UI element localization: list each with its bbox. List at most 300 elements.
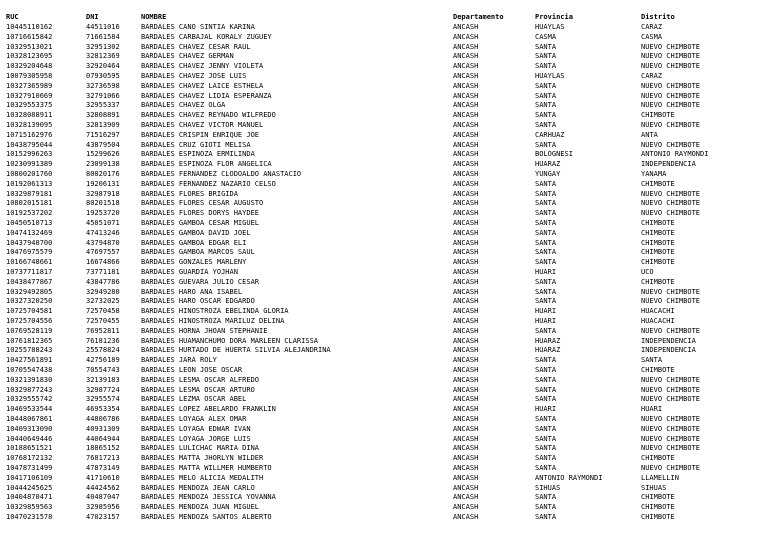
cell-distrito: CHIMBOTE bbox=[641, 218, 675, 227]
cell-ruc: 10327910669 bbox=[6, 91, 53, 100]
cell-departamento: ANCASH bbox=[453, 287, 479, 296]
table-row bbox=[0, 464, 768, 474]
cell-distrito: YANAMA bbox=[641, 169, 667, 178]
cell-ruc: 10761812365 bbox=[6, 336, 53, 345]
cell-ruc: 10737711817 bbox=[6, 267, 53, 276]
cell-nombre: BARDALES LULICHAC MARIA DINA bbox=[141, 444, 260, 453]
cell-provincia: SANTA bbox=[535, 101, 557, 110]
cell-distrito: INDEPENDENCIA bbox=[641, 346, 696, 355]
cell-departamento: ANCASH bbox=[453, 150, 479, 159]
cell-provincia: SANTA bbox=[535, 326, 557, 335]
cell-ruc: 10768172132 bbox=[6, 454, 53, 463]
cell-provincia: SANTA bbox=[535, 444, 557, 453]
table-row bbox=[0, 209, 768, 219]
cell-nombre: BARDALES ESPINOZA ERMILINDA bbox=[141, 150, 255, 159]
table-row bbox=[0, 229, 768, 239]
cell-provincia: SANTA bbox=[535, 287, 557, 296]
cell-dni: 32920464 bbox=[86, 62, 120, 71]
cell-ruc: 10329492805 bbox=[6, 287, 53, 296]
cell-nombre: BARDALES CHAVEZ OLGA bbox=[141, 101, 226, 110]
cell-provincia: SANTA bbox=[535, 120, 557, 129]
cell-nombre: BARDALES LOYAGA EDWAR IVAN bbox=[141, 424, 251, 433]
cell-provincia: SANTA bbox=[535, 258, 557, 267]
cell-ruc: 10705547438 bbox=[6, 365, 53, 374]
cell-departamento: ANCASH bbox=[453, 454, 479, 463]
cell-distrito: NUEVO CHIMBOTE bbox=[641, 199, 701, 208]
header-nombre: NOMBRE bbox=[141, 13, 167, 21]
header-departamento: Departamento bbox=[453, 13, 504, 21]
table-row bbox=[0, 258, 768, 268]
cell-dni: 41710610 bbox=[86, 473, 120, 482]
cell-departamento: ANCASH bbox=[453, 493, 479, 502]
cell-nombre: BARDALES HINOSTROZA MARILUZ DELINA bbox=[141, 316, 285, 325]
cell-departamento: ANCASH bbox=[453, 473, 479, 482]
table-header bbox=[0, 13, 768, 23]
cell-nombre: BARDALES CHAVEZ JENNY VIOLETA bbox=[141, 62, 264, 71]
cell-distrito: CARAZ bbox=[641, 71, 663, 80]
cell-departamento: ANCASH bbox=[453, 307, 479, 316]
cell-dni: 32808891 bbox=[86, 111, 120, 120]
cell-provincia: SANTA bbox=[535, 42, 557, 51]
cell-departamento: ANCASH bbox=[453, 258, 479, 267]
table-row bbox=[0, 444, 768, 454]
table-row bbox=[0, 327, 768, 337]
cell-ruc: 10329879181 bbox=[6, 189, 53, 198]
cell-distrito: ANTONIO RAYMONDI bbox=[641, 150, 709, 159]
table-row bbox=[0, 288, 768, 298]
cell-distrito: CHIMBOTE bbox=[641, 248, 675, 257]
cell-ruc: 10417106109 bbox=[6, 473, 53, 482]
table-row bbox=[0, 170, 768, 180]
cell-dni: 42756189 bbox=[86, 356, 120, 365]
cell-dni: 47697557 bbox=[86, 248, 120, 257]
cell-distrito: HUARI bbox=[641, 405, 663, 414]
cell-dni: 23099138 bbox=[86, 160, 120, 169]
cell-dni: 47023157 bbox=[86, 512, 120, 521]
cell-ruc: 10440649446 bbox=[6, 434, 53, 443]
cell-nombre: BARDALES CHAVEZ JOSE LUIS bbox=[141, 71, 247, 80]
cell-dni: 40931309 bbox=[86, 424, 120, 433]
cell-dni: 32736598 bbox=[86, 81, 120, 90]
cell-nombre: BARDALES CHAVEZ VICTOR MANUEL bbox=[141, 120, 264, 129]
cell-dni: 71516297 bbox=[86, 130, 120, 139]
cell-dni: 72570455 bbox=[86, 316, 120, 325]
cell-distrito: NUEVO CHIMBOTE bbox=[641, 140, 701, 149]
cell-provincia: HUARI bbox=[535, 307, 557, 316]
table-row bbox=[0, 121, 768, 131]
cell-dni: 32985956 bbox=[86, 503, 120, 512]
cell-provincia: SANTA bbox=[535, 140, 557, 149]
cell-provincia: SANTA bbox=[535, 277, 557, 286]
cell-provincia: SANTA bbox=[535, 414, 557, 423]
cell-provincia: BOLOGNESI bbox=[535, 150, 573, 159]
cell-provincia: SANTA bbox=[535, 248, 557, 257]
cell-ruc: 10409313090 bbox=[6, 424, 53, 433]
cell-nombre: BARDALES MENDOZA JESSICA YOVANNA bbox=[141, 493, 276, 502]
cell-departamento: ANCASH bbox=[453, 111, 479, 120]
cell-nombre: BARDALES CRISPIN ENRIQUE JOE bbox=[141, 130, 260, 139]
cell-provincia: HUARI bbox=[535, 405, 557, 414]
cell-distrito: INDEPENDENCIA bbox=[641, 160, 696, 169]
cell-distrito: NUEVO CHIMBOTE bbox=[641, 463, 701, 472]
cell-distrito: NUEVO CHIMBOTE bbox=[641, 62, 701, 71]
cell-ruc: 10255788243 bbox=[6, 346, 53, 355]
cell-nombre: BARDALES CHAVEZ LIDIA ESPERANZA bbox=[141, 91, 272, 100]
cell-ruc: 10329553375 bbox=[6, 101, 53, 110]
cell-distrito: CARAZ bbox=[641, 22, 663, 31]
cell-ruc: 10725704581 bbox=[6, 307, 53, 316]
cell-provincia: SANTA bbox=[535, 463, 557, 472]
cell-provincia: CASMA bbox=[535, 32, 557, 41]
cell-distrito: NUEVO CHIMBOTE bbox=[641, 414, 701, 423]
cell-nombre: BARDALES LOPEZ ABELARDO FRANKLIN bbox=[141, 405, 276, 414]
cell-provincia: SANTA bbox=[535, 52, 557, 61]
cell-departamento: ANCASH bbox=[453, 52, 479, 61]
cell-provincia: SANTA bbox=[535, 385, 557, 394]
cell-distrito: CHIMBOTE bbox=[641, 493, 675, 502]
header-distrito: Distrito bbox=[641, 13, 675, 21]
cell-nombre: BARDALES HARO OSCAR EDGARDO bbox=[141, 297, 255, 306]
cell-departamento: ANCASH bbox=[453, 179, 479, 188]
cell-departamento: ANCASH bbox=[453, 22, 479, 31]
table-row bbox=[0, 190, 768, 200]
cell-departamento: ANCASH bbox=[453, 91, 479, 100]
cell-distrito: HUACACHI bbox=[641, 307, 675, 316]
cell-ruc: 10166748661 bbox=[6, 258, 53, 267]
cell-dni: 18865152 bbox=[86, 444, 120, 453]
cell-distrito: CHIMBOTE bbox=[641, 512, 675, 521]
cell-ruc: 10188651521 bbox=[6, 444, 53, 453]
cell-provincia: SANTA bbox=[535, 434, 557, 443]
cell-ruc: 10328139095 bbox=[6, 120, 53, 129]
cell-provincia: SANTA bbox=[535, 91, 557, 100]
cell-dni: 44806786 bbox=[86, 414, 120, 423]
cell-nombre: BARDALES MATTA WILLMER HUMBERTO bbox=[141, 463, 272, 472]
cell-distrito: NUEVO CHIMBOTE bbox=[641, 326, 701, 335]
cell-nombre: BARDALES GUARDIA YOJHAN bbox=[141, 267, 238, 276]
cell-ruc: 10438477867 bbox=[6, 277, 53, 286]
table-row bbox=[0, 52, 768, 62]
cell-nombre: BARDALES MENDOZA JEAN CARLO bbox=[141, 483, 255, 492]
cell-departamento: ANCASH bbox=[453, 346, 479, 355]
cell-nombre: BARDALES GAMBOA EDGAR ELI bbox=[141, 238, 247, 247]
cell-distrito: UCO bbox=[641, 267, 654, 276]
cell-ruc: 10474132469 bbox=[6, 228, 53, 237]
cell-dni: 76952811 bbox=[86, 326, 120, 335]
cell-distrito: SIHUAS bbox=[641, 483, 667, 492]
cell-provincia: SANTA bbox=[535, 356, 557, 365]
cell-distrito: NUEVO CHIMBOTE bbox=[641, 52, 701, 61]
cell-departamento: ANCASH bbox=[453, 336, 479, 345]
cell-distrito: NUEVO CHIMBOTE bbox=[641, 209, 701, 218]
cell-nombre: BARDALES LEZMA OSCAR ABEL bbox=[141, 395, 247, 404]
table-row bbox=[0, 297, 768, 307]
table-row bbox=[0, 199, 768, 209]
cell-nombre: BARDALES HURTADO DE HUERTA SILVIA ALEJANDRINA bbox=[141, 346, 331, 355]
table-row bbox=[0, 62, 768, 72]
cell-ruc: 10437948700 bbox=[6, 238, 53, 247]
cell-ruc: 10800201760 bbox=[6, 169, 53, 178]
cell-ruc: 10327365989 bbox=[6, 81, 53, 90]
cell-provincia: HUARI bbox=[535, 267, 557, 276]
table-row bbox=[0, 366, 768, 376]
cell-dni: 72570458 bbox=[86, 307, 120, 316]
cell-ruc: 10079305958 bbox=[6, 71, 53, 80]
cell-provincia: HUAYLAS bbox=[535, 22, 565, 31]
cell-distrito: NUEVO CHIMBOTE bbox=[641, 81, 701, 90]
cell-distrito: SANTA bbox=[641, 356, 663, 365]
cell-distrito: CHIMBOTE bbox=[641, 228, 675, 237]
cell-departamento: ANCASH bbox=[453, 189, 479, 198]
cell-ruc: 10329513021 bbox=[6, 42, 53, 51]
cell-nombre: BARDALES GONZALES MARLENY bbox=[141, 258, 247, 267]
cell-provincia: SANTA bbox=[535, 189, 557, 198]
cell-nombre: BARDALES HUAMANCHUMO DORA MARLEEN CLARISSA bbox=[141, 336, 319, 345]
cell-dni: 45051071 bbox=[86, 218, 120, 227]
table-row bbox=[0, 435, 768, 445]
cell-dni: 76817213 bbox=[86, 454, 120, 463]
header-provincia: Provincia bbox=[535, 13, 573, 21]
cell-departamento: ANCASH bbox=[453, 267, 479, 276]
cell-nombre: BARDALES ESPINOZA FLOR ANGELICA bbox=[141, 160, 272, 169]
cell-distrito: NUEVO CHIMBOTE bbox=[641, 91, 701, 100]
cell-departamento: ANCASH bbox=[453, 248, 479, 257]
cell-dni: 80020176 bbox=[86, 169, 120, 178]
cell-departamento: ANCASH bbox=[453, 218, 479, 227]
cell-dni: 43794870 bbox=[86, 238, 120, 247]
cell-ruc: 10438795044 bbox=[6, 140, 53, 149]
cell-nombre: BARDALES MENDOZA SANTOS ALBERTO bbox=[141, 512, 272, 521]
table-row bbox=[0, 425, 768, 435]
cell-departamento: ANCASH bbox=[453, 130, 479, 139]
cell-dni: 15299626 bbox=[86, 150, 120, 159]
cell-dni: 32955574 bbox=[86, 395, 120, 404]
cell-ruc: 10328088911 bbox=[6, 111, 53, 120]
cell-nombre: BARDALES JARA ROLY bbox=[141, 356, 217, 365]
table-row bbox=[0, 239, 768, 249]
cell-departamento: ANCASH bbox=[453, 32, 479, 41]
cell-dni: 44424562 bbox=[86, 483, 120, 492]
cell-departamento: ANCASH bbox=[453, 62, 479, 71]
cell-departamento: ANCASH bbox=[453, 199, 479, 208]
table-row bbox=[0, 503, 768, 513]
cell-provincia: YUNGAY bbox=[535, 169, 561, 178]
cell-departamento: ANCASH bbox=[453, 405, 479, 414]
table-row bbox=[0, 484, 768, 494]
table-row bbox=[0, 376, 768, 386]
cell-ruc: 10329555742 bbox=[6, 395, 53, 404]
cell-dni: 47413246 bbox=[86, 228, 120, 237]
cell-ruc: 10478731499 bbox=[6, 463, 53, 472]
table-row bbox=[0, 219, 768, 229]
cell-distrito: NUEVO CHIMBOTE bbox=[641, 287, 701, 296]
cell-provincia: HUAYLAS bbox=[535, 71, 565, 80]
cell-dni: 19253720 bbox=[86, 209, 120, 218]
cell-ruc: 10192061313 bbox=[6, 179, 53, 188]
table-row bbox=[0, 356, 768, 366]
cell-departamento: ANCASH bbox=[453, 297, 479, 306]
cell-distrito: NUEVO CHIMBOTE bbox=[641, 101, 701, 110]
table-row bbox=[0, 180, 768, 190]
cell-departamento: ANCASH bbox=[453, 375, 479, 384]
cell-provincia: SANTA bbox=[535, 179, 557, 188]
cell-departamento: ANCASH bbox=[453, 434, 479, 443]
cell-provincia: SANTA bbox=[535, 199, 557, 208]
cell-departamento: ANCASH bbox=[453, 71, 479, 80]
cell-nombre: BARDALES HORNA JHOAN STEPHANIE bbox=[141, 326, 268, 335]
cell-dni: 19206131 bbox=[86, 179, 120, 188]
cell-ruc: 10230991389 bbox=[6, 160, 53, 169]
cell-departamento: ANCASH bbox=[453, 101, 479, 110]
cell-nombre: BARDALES FLORES CESAR AUGUSTO bbox=[141, 199, 264, 208]
cell-ruc: 10152996263 bbox=[6, 150, 53, 159]
cell-provincia: SANTA bbox=[535, 512, 557, 521]
cell-provincia: HUARAZ bbox=[535, 160, 561, 169]
table-row bbox=[0, 346, 768, 356]
header-ruc: RUC bbox=[6, 13, 19, 21]
cell-distrito: CHIMBOTE bbox=[641, 503, 675, 512]
cell-departamento: ANCASH bbox=[453, 414, 479, 423]
cell-distrito: LLAMELLIN bbox=[641, 473, 679, 482]
cell-nombre: BARDALES GAMBOA CESAR MIGUEL bbox=[141, 218, 260, 227]
cell-ruc: 10450510713 bbox=[6, 218, 53, 227]
cell-nombre: BARDALES FERNANDEZ CLODOALDO ANASTACIO bbox=[141, 169, 302, 178]
cell-ruc: 10715162976 bbox=[6, 130, 53, 139]
table-row bbox=[0, 405, 768, 415]
cell-ruc: 10192537202 bbox=[6, 209, 53, 218]
cell-nombre: BARDALES CHAVEZ GERMAN bbox=[141, 52, 234, 61]
cell-dni: 76181236 bbox=[86, 336, 120, 345]
cell-dni: 70554743 bbox=[86, 365, 120, 374]
cell-departamento: ANCASH bbox=[453, 228, 479, 237]
cell-nombre: BARDALES GAMBOA DAVID JOEL bbox=[141, 228, 251, 237]
cell-distrito: NUEVO CHIMBOTE bbox=[641, 385, 701, 394]
table-row bbox=[0, 415, 768, 425]
cell-nombre: BARDALES CHAVEZ REYNADO WILFREDO bbox=[141, 111, 276, 120]
cell-dni: 32732025 bbox=[86, 297, 120, 306]
cell-dni: 44064944 bbox=[86, 434, 120, 443]
cell-nombre: BARDALES MELO ALICIA MEDALITH bbox=[141, 473, 264, 482]
table-row bbox=[0, 337, 768, 347]
cell-departamento: ANCASH bbox=[453, 424, 479, 433]
table-row bbox=[0, 386, 768, 396]
cell-dni: 32987918 bbox=[86, 189, 120, 198]
cell-nombre: BARDALES HARO ANA ISABEL bbox=[141, 287, 243, 296]
cell-ruc: 10802015181 bbox=[6, 199, 53, 208]
cell-nombre: BARDALES HINOSTROZA EBELINDA GLORIA bbox=[141, 307, 289, 316]
cell-departamento: ANCASH bbox=[453, 444, 479, 453]
cell-dni: 43847786 bbox=[86, 277, 120, 286]
cell-distrito: CHIMBOTE bbox=[641, 179, 675, 188]
table-row bbox=[0, 513, 768, 523]
cell-departamento: ANCASH bbox=[453, 395, 479, 404]
cell-distrito: CHIMBOTE bbox=[641, 365, 675, 374]
table-row bbox=[0, 111, 768, 121]
table-row bbox=[0, 307, 768, 317]
table-row bbox=[0, 92, 768, 102]
cell-nombre: BARDALES FLORES DORYS HAYDEE bbox=[141, 209, 260, 218]
table-row bbox=[0, 317, 768, 327]
cell-dni: 47873149 bbox=[86, 463, 120, 472]
cell-nombre: BARDALES LESMA OSCAR ALFREDO bbox=[141, 375, 260, 384]
cell-distrito: NUEVO CHIMBOTE bbox=[641, 395, 701, 404]
cell-dni: 32139183 bbox=[86, 375, 120, 384]
cell-distrito: CHIMBOTE bbox=[641, 277, 675, 286]
cell-provincia: SANTA bbox=[535, 454, 557, 463]
cell-provincia: SANTA bbox=[535, 209, 557, 218]
cell-dni: 32813909 bbox=[86, 120, 120, 129]
table-row bbox=[0, 101, 768, 111]
cell-distrito: ANTA bbox=[641, 130, 658, 139]
table-row bbox=[0, 150, 768, 160]
cell-departamento: ANCASH bbox=[453, 463, 479, 472]
table-row bbox=[0, 160, 768, 170]
cell-departamento: ANCASH bbox=[453, 42, 479, 51]
cell-distrito: CASMA bbox=[641, 32, 663, 41]
table-row bbox=[0, 72, 768, 82]
cell-departamento: ANCASH bbox=[453, 365, 479, 374]
cell-provincia: SANTA bbox=[535, 424, 557, 433]
cell-provincia: SANTA bbox=[535, 218, 557, 227]
cell-distrito: NUEVO CHIMBOTE bbox=[641, 424, 701, 433]
table-row bbox=[0, 454, 768, 464]
cell-departamento: ANCASH bbox=[453, 277, 479, 286]
cell-provincia: SANTA bbox=[535, 395, 557, 404]
cell-dni: 32987724 bbox=[86, 385, 120, 394]
cell-dni: 32791066 bbox=[86, 91, 120, 100]
cell-distrito: NUEVO CHIMBOTE bbox=[641, 375, 701, 384]
cell-provincia: SANTA bbox=[535, 111, 557, 120]
cell-departamento: ANCASH bbox=[453, 316, 479, 325]
cell-provincia: SANTA bbox=[535, 62, 557, 71]
cell-nombre: BARDALES MATTA JHORLYN WILDER bbox=[141, 454, 264, 463]
cell-ruc: 10769528119 bbox=[6, 326, 53, 335]
table-row bbox=[0, 493, 768, 503]
cell-dni: 46953354 bbox=[86, 405, 120, 414]
cell-distrito: CHIMBOTE bbox=[641, 258, 675, 267]
cell-provincia: SANTA bbox=[535, 238, 557, 247]
cell-ruc: 10444245625 bbox=[6, 483, 53, 492]
cell-dni: 32949280 bbox=[86, 287, 120, 296]
cell-ruc: 10328123695 bbox=[6, 52, 53, 61]
cell-distrito: NUEVO CHIMBOTE bbox=[641, 434, 701, 443]
cell-ruc: 10329859563 bbox=[6, 503, 53, 512]
cell-provincia: SANTA bbox=[535, 365, 557, 374]
cell-provincia: SANTA bbox=[535, 375, 557, 384]
cell-dni: 80201518 bbox=[86, 199, 120, 208]
cell-departamento: ANCASH bbox=[453, 512, 479, 521]
cell-provincia: SANTA bbox=[535, 81, 557, 90]
cell-departamento: ANCASH bbox=[453, 140, 479, 149]
cell-provincia: HUARAZ bbox=[535, 346, 561, 355]
cell-dni: 32955337 bbox=[86, 101, 120, 110]
cell-distrito: NUEVO CHIMBOTE bbox=[641, 297, 701, 306]
cell-distrito: INDEPENDENCIA bbox=[641, 336, 696, 345]
table-row bbox=[0, 131, 768, 141]
cell-nombre: BARDALES CHAVEZ CESAR RAUL bbox=[141, 42, 251, 51]
cell-departamento: ANCASH bbox=[453, 169, 479, 178]
cell-dni: 44511016 bbox=[86, 22, 120, 31]
cell-nombre: BARDALES LOYAGA ALEX OMAR bbox=[141, 414, 247, 423]
table-row bbox=[0, 141, 768, 151]
cell-distrito: NUEVO CHIMBOTE bbox=[641, 189, 701, 198]
cell-dni: 25578824 bbox=[86, 346, 120, 355]
cell-ruc: 10321391830 bbox=[6, 375, 53, 384]
cell-nombre: BARDALES GUEVARA JULIO CESAR bbox=[141, 277, 260, 286]
table-row bbox=[0, 43, 768, 53]
table-row bbox=[0, 33, 768, 43]
cell-departamento: ANCASH bbox=[453, 81, 479, 90]
